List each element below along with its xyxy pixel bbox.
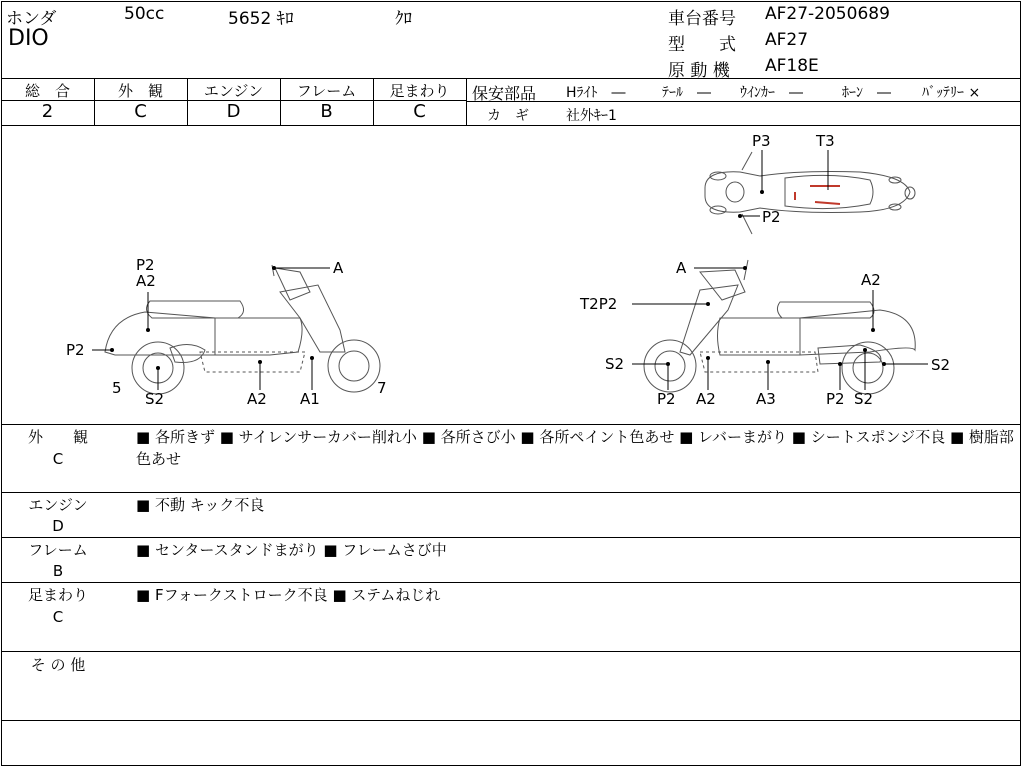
safety-battery: ﾊﾞｯﾃﾘｰ × xyxy=(922,85,981,101)
diagram-label: A xyxy=(676,259,687,277)
grade-overall: 2 xyxy=(41,101,54,122)
detail-grade-frame: B xyxy=(52,562,64,580)
detail-grade-suspension: C xyxy=(52,608,64,626)
diagram-label: P3 xyxy=(752,132,771,150)
diagram-label: A3 xyxy=(756,390,776,408)
mileage: 5652 ｷﾛ xyxy=(228,9,294,29)
detail-grade-exterior: C xyxy=(52,450,64,468)
diagram-label: P2 xyxy=(136,256,155,274)
grade-engine: D xyxy=(226,101,241,122)
diagram-label: A2 xyxy=(696,390,716,408)
maker: ホンダ xyxy=(6,9,57,29)
safety-horn: ﾎｰﾝ ― xyxy=(842,85,891,101)
displacement: 50cc xyxy=(124,4,165,24)
damage-diagram xyxy=(0,126,1024,424)
divider xyxy=(1,720,1021,721)
detail-category-suspension: 足まわり xyxy=(27,586,88,604)
diagram-label: 7 xyxy=(377,379,387,397)
diagram-label: A2 xyxy=(136,272,156,290)
frame-no: AF27-2050689 xyxy=(765,4,890,24)
key-value: 社外ｷｰ1 xyxy=(566,108,617,124)
diagram-label: S2 xyxy=(145,390,165,408)
diagram-label: P2 xyxy=(826,390,845,408)
diagram-label: A2 xyxy=(247,390,267,408)
divider xyxy=(1,492,1021,493)
detail-text-engine: ■ 不動 キック不良 xyxy=(136,496,265,514)
safety-label: 保安部品 xyxy=(472,84,537,103)
seat-damage-mark xyxy=(795,186,840,204)
color: ｸﾛ xyxy=(395,9,412,29)
diagram-label: P2 xyxy=(657,390,676,408)
diagram-label: 5 xyxy=(112,379,122,397)
divider xyxy=(1,582,1021,583)
diagram-label: P2 xyxy=(762,208,781,226)
safety-tail: ﾃｰﾙ ― xyxy=(662,85,711,101)
type-label: 型 式 xyxy=(668,35,736,55)
key-label: カ ギ xyxy=(487,108,529,124)
diagram-label: A xyxy=(333,259,344,277)
grade-header-overall: 総 合 xyxy=(24,82,70,100)
diagram-label: S2 xyxy=(931,356,951,374)
diagram-label: A1 xyxy=(300,390,320,408)
diagram-label: S2 xyxy=(854,390,874,408)
diagram-label: A2 xyxy=(861,271,881,289)
type-value: AF27 xyxy=(765,30,809,50)
diagram-label: T2P2 xyxy=(580,295,618,313)
divider xyxy=(466,78,467,125)
detail-text-frame: ■ センタースタンドまがり ■ フレームさび中 xyxy=(136,541,447,559)
grade-header-exterior: 外 観 xyxy=(117,82,163,100)
diagram-label: S2 xyxy=(605,355,625,373)
detail-category-other: そ の 他 xyxy=(30,656,86,674)
divider xyxy=(1,651,1021,652)
detail-category-frame: フレーム xyxy=(28,541,88,559)
model-name: DIO xyxy=(8,26,49,51)
safety-headlight: Hﾗｲﾄ ― xyxy=(566,85,626,101)
detail-grade-engine: D xyxy=(52,517,64,535)
detail-text-exterior: ■ 各所きず ■ サイレンサーカバー削れ小 ■ 各所さび小 ■ 各所ペイント色あせ ■ レバーまがり ■ シートスポンジ不良 ■ 樹脂部色あせ xyxy=(136,428,1014,468)
grade-exterior: C xyxy=(134,101,147,122)
frame-no-label: 車台番号 xyxy=(668,9,736,29)
grade-suspension: C xyxy=(413,101,426,122)
engine-value: AF18E xyxy=(765,56,819,76)
divider xyxy=(1,78,1021,79)
top-view-scooter xyxy=(705,152,915,234)
diagram-label: P2 xyxy=(66,341,85,359)
detail-text-suspension: ■ Fフォークストローク不良 ■ ステムねじれ xyxy=(136,586,441,604)
safety-winker: ｳｲﾝｶｰ ― xyxy=(740,85,803,101)
grade-header-suspension: 足まわり xyxy=(389,82,450,100)
grade-frame: B xyxy=(320,101,333,122)
detail-category-engine: エンジン xyxy=(28,496,88,514)
grade-header-engine: エンジン xyxy=(203,82,264,100)
detail-category-exterior: 外 観 xyxy=(27,428,88,446)
grade-header-frame: フレーム xyxy=(296,82,357,100)
engine-label: 原 動 機 xyxy=(668,61,730,81)
divider xyxy=(1,424,1021,425)
diagram-label: T3 xyxy=(816,132,835,150)
divider xyxy=(1,537,1021,538)
